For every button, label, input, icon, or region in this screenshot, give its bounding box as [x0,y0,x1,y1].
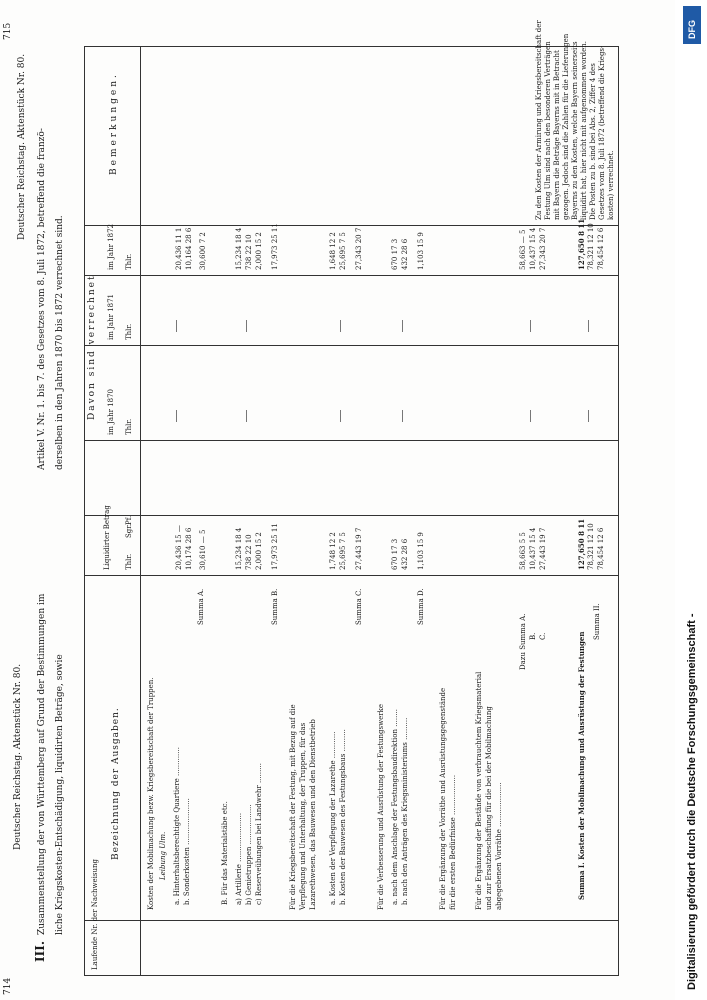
liquidated-cell: 27,443 19 7 [539,527,547,570]
empty-cell-dash [588,410,589,422]
table-row: C. [539,632,547,640]
liquidated-cell: 17,973 25 11 [271,523,279,570]
table-row: Für die Kriegsbereitschaft der Festung, mit Bezug auf die [289,704,297,910]
table-row: b. Kosten der Bauwesen des Festungsbaus .......... [339,729,347,905]
liquidated-cell: 1,103 15 9 [417,532,425,570]
remark-line: gezogen. Jedoch sind die Zahlen für die Lieferungen [562,33,570,220]
empty-cell-dash [340,410,341,422]
table-border-inner [618,46,619,976]
header-1871-thlr: Thlr. [125,323,133,340]
year-1872-cell: 27,343 20 7 [355,227,363,270]
empty-cell-dash [530,320,531,332]
table-row: a. Kosten der Verpflegung der Lazarethe ............ [329,731,337,905]
year-1872-cell: 30,600 7 2 [199,232,207,270]
table-row: Dazu Summa A. [519,613,527,670]
header-liquidated-thlr: Thlr. [125,553,133,570]
year-1872-cell: 27,343 20 7 [539,227,547,270]
header-1870-thlr: Thlr. [125,418,133,435]
running-header-right: Deutscher Reichstag. Aktenstück Nr. 80. [17,53,27,240]
remark-line: Die Posten zu b. sind bei Abs. 2, Ziffer 4 des [589,63,597,220]
year-1872-cell: 20,436 11 1 [175,227,183,270]
page-gutter-rule [84,515,619,516]
year-1872-rule [84,275,619,276]
remark-line: mit Bayern die Beträge Bayerns mit in Betracht [553,50,561,220]
empty-cell-dash [340,320,341,332]
year-1872-cell: 25,695 7 5 [339,232,347,270]
header-liquidated: Liquidirter Betrag [103,505,111,570]
liquidated-cell: 78,454 12 6 [597,527,605,570]
page-number-right: 715 [3,22,13,40]
table-row: B. [529,632,537,640]
title-right-line-2: derselben in den Jahren 1870 bis 1872 verrechnet sind. [55,215,65,470]
table-row: Leibung Ulm. [159,831,167,880]
table-row: Summa D. [417,588,425,625]
header-of-which: Davon sind verrechnet [87,274,97,420]
header-year-1871: im Jahr 1871 [107,294,115,340]
table-row: Summa I. Kosten der Mobilmachung und Ausrüstung der Festungen [577,631,586,900]
table-row: Lazarethwesen, das Bauwesen und den Dienstbetrieb [309,719,317,910]
liquidated-cell: 127,650 8 11 [577,518,586,570]
liquidated-cell: 10,437 15 4 [529,527,537,570]
liquidated-cell: 2,000 15 2 [255,532,263,570]
remark-line: Festung Ulm sind nach den besonderen Verträgen [544,41,552,220]
title-left-line-2: liche Kriegskosten-Entschädigung, liquidirten Beträge, sowie [55,654,65,935]
row-no-column-rule [84,920,619,921]
liquidated-cell: 20,436 15 — [175,525,183,570]
liquidated-cell: 432 28 6 [401,538,409,570]
table-row: Summa II. [593,603,601,640]
liquidated-cell: 25,695 7 5 [339,532,347,570]
table-row: b. nach den Anträgen des Kriegsministeriums .......... [401,717,409,905]
remark-line: liquidirt hat, hier nicht mit aufgenommen worden. [580,40,588,220]
header-remarks: Bemerkungen. [109,72,119,175]
header-liquidated-pf: Pf. [125,515,133,525]
table-row: Summa C. [355,588,363,625]
table-row: Summa A. [197,588,205,625]
year-1872-cell: 78,454 12 6 [597,227,605,270]
empty-cell-dash [402,410,403,422]
liquidated-cell: 78,321 12 10 [587,523,595,570]
year-1872-cell: 1,648 12 2 [329,232,337,270]
remarks-column-rule [84,225,619,226]
remark-line: Gesetzes vom 8. Juli 1872 (betreffend die Kriegs- [598,45,606,220]
year-1872-cell: 670 17 3 [391,238,399,270]
year-1871-rule [84,345,619,346]
liquidated-cell: 738 22 10 [245,534,253,570]
empty-cell-dash [246,410,247,422]
table-row: a. nach dem Anschlage der Festungsbaudirektion ........ [391,708,399,905]
table-row: B. Für das Materialstäbe etc. [221,801,229,905]
liquidated-column-rule [84,575,619,576]
liquidated-cell: 30,610 — 5 [199,529,207,570]
table-border-outer [84,46,85,976]
table-row: Summa B. [271,588,279,625]
header-row-number: Laufende Nr. der Nachweisung [91,859,99,970]
liquidated-cell: 58,663 5 5 [519,532,527,570]
year-1872-cell: 2,000 15 2 [255,232,263,270]
table-row: Für die Ergänzung der Bestände von verbrauchtem Kriegsmaterial [475,671,483,910]
page-number-left: 714 [3,977,13,995]
year-1872-cell: 10,437 15 4 [529,227,537,270]
empty-cell-dash [402,320,403,332]
title-right-line-1: Artikel V. Nr. 1. bis 7. des Gesetzes vom 8. Juli 1872, betreffend die franzö- [37,128,47,470]
empty-cell-dash [176,320,177,332]
table-row: Für die Ergänzung der Vorräthe und Ausrüstungsgegenstände [439,687,447,910]
table-row: c) Reserveübungen bei Landwehr ......... [255,763,263,905]
year-1872-cell: 58,663 — 5 [519,229,527,270]
liquidated-cell: 27,443 19 7 [355,527,363,570]
table-row: abgegebenen Vorräthe .................... [495,782,503,910]
table-row: Für die Verbesserung und Ausrüstung der Festungswerke [377,704,385,910]
remark-line: kosten) verrechnet. [607,150,615,220]
year-1872-cell: 17,973 25 11 [271,223,279,270]
table-row: Kosten der Mobilmachung bezw. Kriegsbereitschaft der Truppen. [147,677,155,910]
year-1872-cell: 1,103 15 9 [417,232,425,270]
table-row: a. Hinterhaltsberechtigte Quartiere ............. [173,747,181,905]
header-designation: Bezeichnung der Ausgaben. [111,707,121,860]
remark-line: Zu den Kosten der Armirung und Kriegsbereitschaft der [535,20,543,220]
table-border-bottom [84,975,619,976]
remark-line: Bayerns zu den Kosten, welche Bayern seinerseits [571,41,579,220]
table-row: a) Artillerie ...................... [235,812,243,905]
liquidated-cell: 15,234 18 4 [235,527,243,570]
header-year-1872: im Jahr 1872 [107,224,115,270]
liquidated-cell: 670 17 3 [391,538,399,570]
table-row: und zur Ersatzbeschaffung für die bei der Mobilmachung [485,706,493,910]
empty-cell-dash [246,320,247,332]
year-1872-cell: 15,234 18 4 [235,227,243,270]
running-header-left: Deutscher Reichstag. Aktenstück Nr. 80. [13,663,23,850]
liquidated-cell: 10,174 28 6 [185,527,193,570]
year-1872-cell: 78,321 12 10 [587,223,595,270]
year-1872-cell: 10,164 28 6 [185,227,193,270]
dfg-logo: DFG [683,6,701,44]
header-liquidated-sgr: Sgr. [125,523,133,538]
empty-cell-dash [588,320,589,332]
table-row: für die ersten Bedürfnisse .................. [449,774,457,910]
table-row: Verpflegung und Unterhaltung, der Truppen, für das [299,722,307,910]
header-year-1870: im Jahr 1870 [107,389,115,435]
year-1872-cell: 738 22 10 [245,234,253,270]
digitization-credit: Digitalisierung gefördert durch die Deutsche Forschungsgemeinschaft - [686,613,698,990]
year-1872-cell: 432 28 6 [401,238,409,270]
table-header-rule [140,46,141,976]
year-1870-rule [84,440,619,441]
title-left-line-1: Zusammenstellung der von Württemberg auf Grund der Bestimmungen im [37,593,47,935]
header-1872-thlr: Thlr. [125,253,133,270]
empty-cell-dash [530,410,531,422]
table-row: b. Sonderkosten ..................... [183,798,191,905]
table-row: b) Genietruppen .................. [245,804,253,905]
year-1872-cell: 127,650 8 11 [577,218,586,270]
empty-cell-dash [176,410,177,422]
section-roman: III. [33,940,47,962]
liquidated-cell: 1,748 12 2 [329,532,337,570]
